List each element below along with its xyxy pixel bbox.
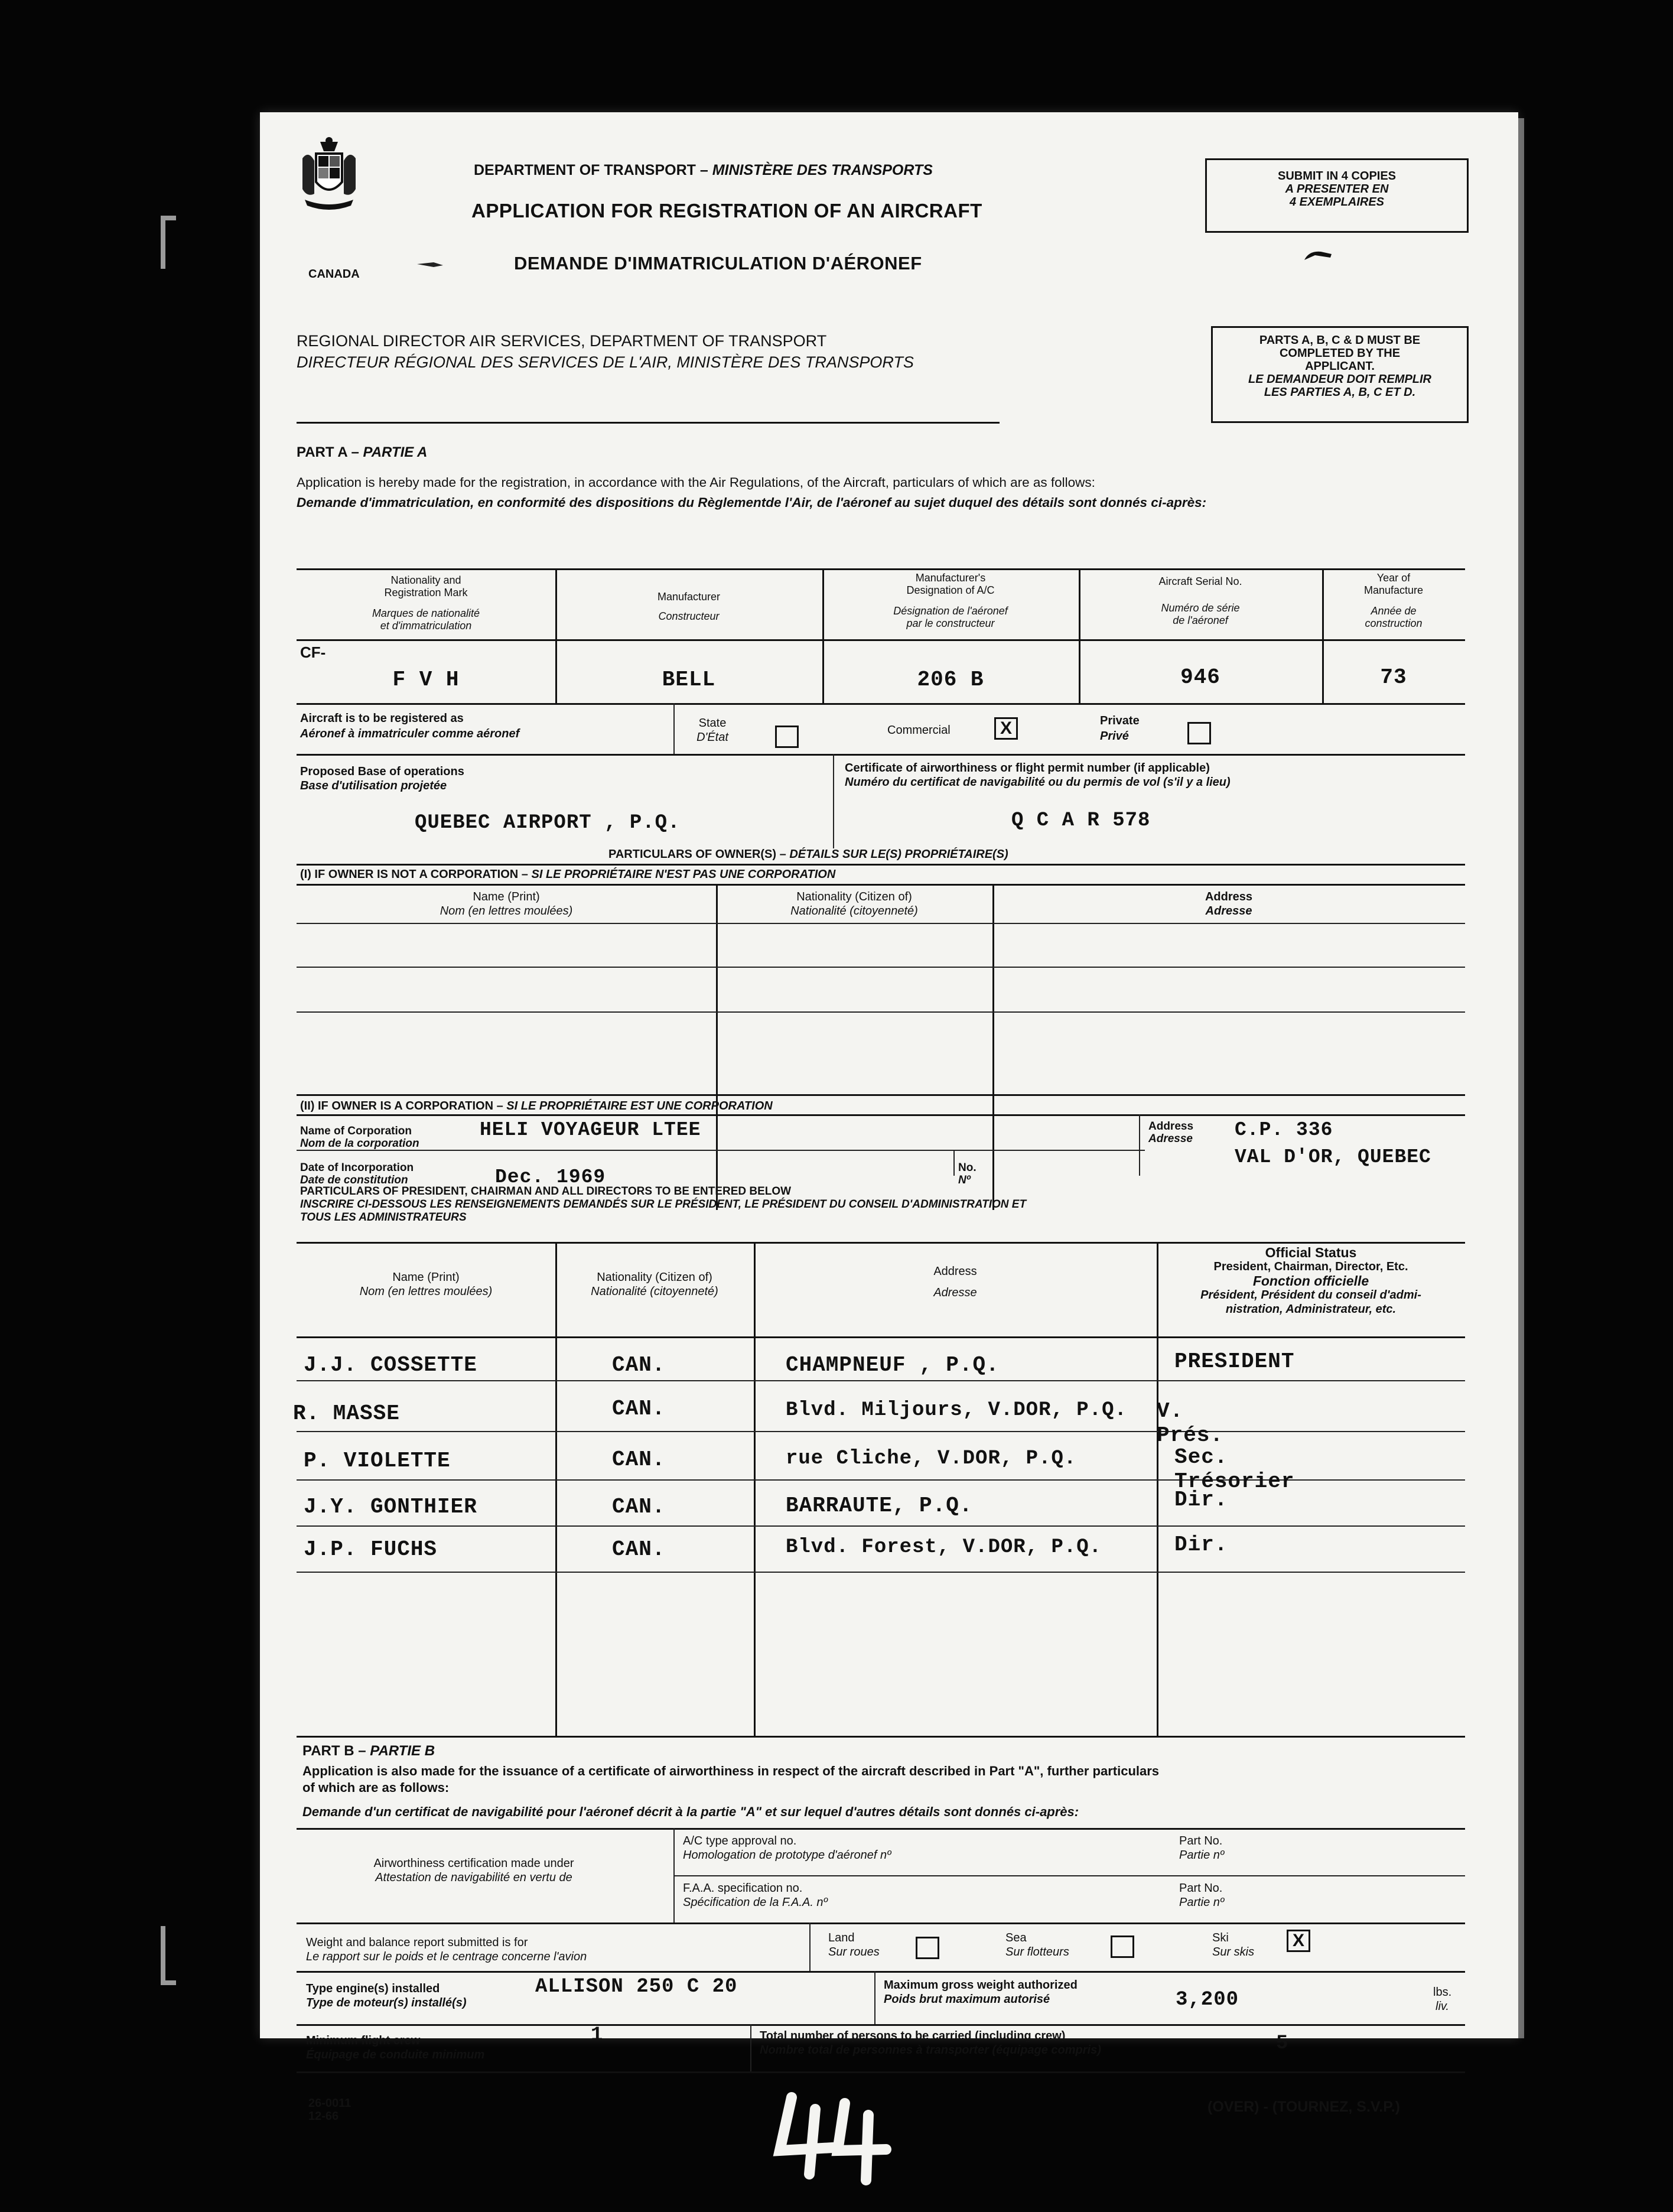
director-nat-en: Nationality (Citizen of) <box>597 1271 712 1284</box>
owner-nationality-header <box>716 890 992 918</box>
state-fr: D'État <box>696 731 728 744</box>
owner-nat-fr: Nationalité (citoyenneté) <box>790 905 918 918</box>
directors-fr-2: TOUS LES ADMINISTRATEURS <box>300 1211 467 1224</box>
faa-fr: Spécification de la F.A.A. nº <box>683 1896 828 1909</box>
owners-title-fr: DÉTAILS SUR LE(S) PROPRIÉTAIRE(S) <box>789 848 1008 861</box>
corporation-address-line-2: VAL D'OR, QUEBEC <box>1235 1146 1431 1168</box>
owner-name-en: Name (Print) <box>473 890 540 903</box>
director-nat-fr: Nationalité (citoyenneté) <box>591 1285 718 1298</box>
col-designation-header <box>822 572 1079 630</box>
ink-mark <box>417 260 443 268</box>
serial-value: 946 <box>1180 665 1220 689</box>
director-name: R. MASSE <box>293 1401 400 1426</box>
canada-coat-of-arms-logo <box>297 136 362 225</box>
status-fr: Fonction officielle <box>1252 1273 1369 1289</box>
owner-row-line <box>297 923 1465 924</box>
private-fr: Privé <box>1100 730 1129 743</box>
engine-en: Type engine(s) installed <box>306 1982 440 1995</box>
part-b-intro-en-2: of which are as follows: <box>302 1780 450 1795</box>
faa-en: F.A.A. specification no. <box>683 1882 803 1895</box>
status-fr-3: nistration, Administrateur, etc. <box>1225 1303 1397 1316</box>
director-name-en: Name (Print) <box>392 1271 460 1284</box>
incorporation-date-value: Dec. 1969 <box>495 1166 606 1188</box>
copies-en: SUBMIT IN 4 COPIES <box>1277 170 1397 183</box>
table-border <box>297 1736 1465 1738</box>
scan-tick-mark <box>161 1926 165 1985</box>
parts-en-2: COMPLETED BY THE <box>1279 347 1401 360</box>
director-addr-fr: Adresse <box>933 1286 977 1299</box>
ski-fr: Sur skis <box>1212 1946 1255 1959</box>
not-corporation-heading: (I) IF OWNER IS NOT A CORPORATION – SI LE PROPRIÉTAIRE N'EST PAS UNE CORPORATION <box>300 868 836 881</box>
corporation-name-value: HELI VOYAGEUR LTEE <box>480 1119 701 1141</box>
department-en: DEPARTMENT OF TRANSPORT <box>474 162 696 178</box>
table-border <box>716 884 718 1210</box>
not-corp-en: (I) IF OWNER IS NOT A CORPORATION <box>300 868 519 881</box>
col-serial-fr-2: de l'aéronef <box>1173 614 1228 626</box>
land-fr: Sur roues <box>828 1946 880 1959</box>
status-en: Official Status <box>1265 1245 1357 1260</box>
col-year-en-2: Manufacture <box>1363 584 1424 596</box>
not-corp-fr: SI LE PROPRIÉTAIRE N'EST PAS UNE CORPORATION <box>531 868 836 881</box>
table-border <box>297 1923 1465 1924</box>
corp-name-label <box>300 1125 419 1150</box>
table-border <box>297 1242 1465 1244</box>
director-name: J.Y. GONTHIER <box>304 1495 477 1519</box>
parts-fr-2: LES PARTIES A, B, C ET D. <box>1264 386 1416 399</box>
table-border <box>297 864 1465 866</box>
form-title-en: APPLICATION FOR REGISTRATION OF AN AIRCRAFT <box>471 200 982 222</box>
director-name: P. VIOLETTE <box>304 1449 451 1473</box>
ink-mark <box>1303 248 1333 262</box>
parts-fr-1: LE DEMANDEUR DOIT REMPLIR <box>1248 373 1431 386</box>
status-en-2: President, Chairman, Director, Etc. <box>1213 1260 1408 1273</box>
director-address: Blvd. Forest, V.DOR, P.Q. <box>786 1536 1102 1559</box>
is-corp-en: (II) IF OWNER IS A CORPORATION <box>300 1100 494 1112</box>
director-address-header <box>754 1264 1157 1300</box>
ski-label <box>1212 1931 1254 1959</box>
col-des-en-2: Designation of A/C <box>906 584 995 596</box>
land-checkbox[interactable] <box>916 1937 939 1959</box>
sea-fr: Sur flotteurs <box>1005 1946 1069 1959</box>
row-divider <box>874 1971 875 2024</box>
year-value: 73 <box>1380 665 1407 689</box>
persons-value: 5 <box>1276 2032 1289 2055</box>
table-border <box>297 639 1465 641</box>
corp-address-label <box>1148 1120 1193 1145</box>
registered-as-en: Aircraft is to be registered as <box>300 712 464 725</box>
part-b-title-fr: PARTIE B <box>370 1743 435 1759</box>
ski-en: Ski <box>1212 1931 1229 1944</box>
no-en: No. <box>958 1162 977 1174</box>
table-border <box>297 2071 1465 2073</box>
table-border <box>297 1971 1465 1973</box>
corp-addr-fr: Adresse <box>1148 1133 1193 1145</box>
wb-fr: Le rapport sur le poids et le centrage concerne l'avion <box>306 1950 587 1963</box>
private-checkbox[interactable] <box>1187 722 1211 744</box>
wb-en: Weight and balance report submitted is for <box>306 1936 528 1949</box>
director-name: J.J. COSSETTE <box>304 1353 477 1377</box>
director-addr-en: Address <box>933 1265 977 1278</box>
base-en: Proposed Base of operations <box>300 765 464 778</box>
manufacturer-value: BELL <box>662 668 716 692</box>
persons-en: Total number of persons to be carried (including crew) <box>760 2029 1066 2042</box>
table-border <box>754 1242 756 1736</box>
engine-value: ALLISON 250 C 20 <box>535 1976 738 1998</box>
director-name-header <box>297 1270 555 1299</box>
corp-row-line <box>297 1150 1145 1151</box>
part-no-en-1: Part No. <box>1179 1834 1223 1847</box>
mgw-fr: Poids brut maximum autorisé <box>884 1993 1050 2006</box>
handwritten-mark <box>768 2086 898 2186</box>
directors-fr-1: INSCRIRE CI-DESSOUS LES RENSEIGNEMENTS DEMANDÉS SUR LE PRÉSIDENT, LE PRÉSIDENT DU CONSEIL D'ADMINISTRATION ET <box>300 1198 1027 1211</box>
part-no-label-2 <box>1179 1881 1224 1910</box>
col-manufacturer-header <box>555 591 822 623</box>
director-status: V. Prés. <box>1157 1399 1224 1447</box>
director-address: CHAMPNEUF , P.Q. <box>786 1353 1000 1377</box>
director-status: Dir. <box>1174 1488 1228 1512</box>
col-mfr-en: Manufacturer <box>657 591 721 603</box>
col-registration-mark-header <box>297 574 555 632</box>
part-a-title: PART A <box>297 444 347 460</box>
inc-fr: Date de constitution <box>300 1174 408 1186</box>
owner-address-header <box>992 890 1465 918</box>
department-fr: MINISTÈRE DES TRANSPORTS <box>712 162 933 178</box>
wb-label <box>306 1936 587 1964</box>
engine-fr: Type de moteur(s) installé(s) <box>306 1996 467 2009</box>
part-a-title-fr: PARTIE A <box>363 444 428 460</box>
table-border <box>297 1828 1465 1830</box>
director-row-line <box>297 1380 1465 1381</box>
part-b-intro-fr: Demande d'un certificat de navigabilité pour l'aéronef décrit à la partie "A" et sur lequel d'autres détails sont donnés ci-après: <box>302 1804 1079 1819</box>
cert-under-fr: Attestation de navigabilité en vertu de <box>375 1871 572 1884</box>
director-status: Dir. <box>1174 1533 1228 1557</box>
table-border <box>297 1336 1465 1338</box>
form-title-fr: DEMANDE D'IMMATRICULATION D'AÉRONEF <box>514 253 922 274</box>
part-b-intro-en <box>302 1763 1159 1796</box>
corp-divider <box>1139 1114 1140 1176</box>
ski-checkbox[interactable]: X <box>1287 1930 1310 1952</box>
registered-as-fr: Aéronef à immatriculer comme aéronef <box>300 727 520 740</box>
corp-name-en: Name of Corporation <box>300 1125 412 1137</box>
director-nationality: CAN. <box>612 1353 666 1377</box>
corp-divider <box>953 1150 955 1176</box>
part-b-title: PART B <box>302 1743 354 1759</box>
country-label: CANADA <box>308 268 360 281</box>
director-address: Blvd. Miljours, V.DOR, P.Q. <box>786 1399 1127 1421</box>
over-note: (OVER) - (TOURNEZ, S.V.P.) <box>1207 2099 1400 2115</box>
regional-director-en: REGIONAL DIRECTOR AIR SERVICES, DEPARTMENT OF TRANSPORT <box>297 332 827 350</box>
table-border <box>297 1114 1465 1116</box>
director-status: Sec. Trésorier <box>1174 1445 1295 1494</box>
col-des-fr-1: Désignation de l'aéronef <box>893 605 1008 617</box>
table-border <box>297 884 1465 886</box>
col-mark-en-2: Registration Mark <box>384 587 468 598</box>
col-mark-en-1: Nationality and <box>390 574 461 586</box>
owner-name-header <box>297 890 716 918</box>
table-border <box>555 1242 557 1736</box>
address-line <box>297 422 1000 424</box>
director-nationality: CAN. <box>612 1397 666 1421</box>
land-label <box>828 1931 880 1959</box>
cert-fr: Numéro du certificat de navigabilité ou du permis de vol (s'il y a lieu) <box>845 776 1231 789</box>
part-a-intro-fr: Demande d'immatriculation, en conformité des dispositions du Règlementde l'Air, de l'aéronef au sujet duquel des détails sont donnés ci-après: <box>297 495 1207 510</box>
state-label <box>683 716 742 744</box>
director-name-fr: Nom (en lettres moulées) <box>359 1285 493 1298</box>
col-year-header <box>1322 572 1465 630</box>
faa-label <box>683 1881 828 1910</box>
part-b-heading: PART B – PARTIE B <box>302 1743 435 1759</box>
col-year-en-1: Year of <box>1376 572 1411 584</box>
owner-row-line <box>297 967 1465 968</box>
director-nationality: CAN. <box>612 1537 666 1562</box>
department-heading: DEPARTMENT OF TRANSPORT – MINISTÈRE DES TRANSPORTS <box>474 162 933 178</box>
corporation-address-line-1: C.P. 336 <box>1235 1119 1333 1141</box>
base-value: QUEBEC AIRPORT , P.Q. <box>415 812 681 834</box>
directors-instructions <box>300 1185 1026 1224</box>
sea-checkbox[interactable] <box>1111 1936 1134 1958</box>
col-year-fr-2: construction <box>1365 617 1423 629</box>
form-number: 26-0011 <box>308 2097 351 2110</box>
cert-value: Q C A R 578 <box>1011 809 1151 832</box>
crew-fr: Équipage de conduite minimum <box>306 2048 485 2061</box>
no-fr: Nº <box>958 1174 971 1186</box>
ac-type-en: A/C type approval no. <box>683 1834 797 1847</box>
sea-en: Sea <box>1005 1931 1027 1944</box>
owner-addr-en: Address <box>1205 890 1253 903</box>
scan-tick-mark <box>161 1980 176 1985</box>
director-nationality-header <box>555 1270 754 1299</box>
corp-addr-en: Address <box>1148 1120 1194 1133</box>
scan-tick-mark <box>161 216 176 220</box>
table-border <box>297 754 1465 756</box>
is-corporation-heading: (II) IF OWNER IS A CORPORATION – SI LE PROPRIÉTAIRE EST UNE CORPORATION <box>300 1100 773 1112</box>
row-divider <box>673 703 675 754</box>
part-no-en-2: Part No. <box>1179 1882 1223 1895</box>
copies-fr-2: 4 EXEMPLAIRES <box>1289 196 1385 209</box>
row-line <box>673 1875 1465 1876</box>
cf-prefix: CF- <box>300 643 326 661</box>
table-border <box>992 884 994 1210</box>
corp-number-label <box>958 1162 977 1186</box>
row-divider <box>750 2024 751 2071</box>
col-serial-fr-1: Numéro de série <box>1161 602 1240 614</box>
table-border <box>297 703 1465 705</box>
state-en: State <box>698 717 727 730</box>
unit-liv: liv. <box>1436 2000 1449 2013</box>
regional-director-fr: DIRECTEUR RÉGIONAL DES SERVICES DE L'AIR, MINISTÈRE DES TRANSPORTS <box>297 353 914 371</box>
form-date: 12-66 <box>308 2110 339 2123</box>
col-mark-fr-1: Marques de nationalité <box>372 607 480 619</box>
director-nationality: CAN. <box>612 1495 666 1519</box>
part-no-fr-1: Partie nº <box>1179 1849 1225 1862</box>
cert-under-label <box>297 1856 651 1885</box>
base-fr: Base d'utilisation projetée <box>300 779 447 792</box>
designation-value: 206 B <box>917 668 984 692</box>
state-checkbox[interactable] <box>775 726 799 748</box>
commercial-checkbox[interactable]: X <box>994 717 1018 740</box>
row-divider <box>833 754 834 848</box>
scan-edge <box>1518 118 1524 2038</box>
director-row-line <box>297 1431 1465 1432</box>
table-border <box>297 2024 1465 2026</box>
director-row-line <box>297 1525 1465 1527</box>
status-fr-2: Président, Président du conseil d'admi- <box>1200 1289 1421 1302</box>
col-serial-en: Aircraft Serial No. <box>1158 575 1242 587</box>
part-no-label-1 <box>1179 1834 1224 1862</box>
ac-type-label <box>683 1834 891 1862</box>
unit-lbs: lbs. <box>1433 1986 1452 1999</box>
registration-mark-value: F V H <box>392 668 460 692</box>
director-address: rue Cliche, V.DOR, P.Q. <box>786 1447 1077 1470</box>
owner-name-fr: Nom (en lettres moulées) <box>440 905 573 918</box>
sea-label <box>1005 1931 1069 1959</box>
crew-value: 1 <box>591 2024 604 2047</box>
owners-title-en: PARTICULARS OF OWNER(S) <box>608 848 777 861</box>
mgw-en: Maximum gross weight authorized <box>884 1979 1078 1992</box>
directors-en: PARTICULARS OF PRESIDENT, CHAIRMAN AND ALL DIRECTORS TO BE ENTERED BELOW <box>300 1185 792 1198</box>
col-des-fr-2: par le constructeur <box>906 617 995 629</box>
commercial-label: Commercial <box>887 724 951 737</box>
director-address: BARRAUTE, P.Q. <box>786 1494 973 1518</box>
table-border <box>297 1094 1465 1096</box>
director-name: J.P. FUCHS <box>304 1537 438 1562</box>
cert-en: Certificate of airworthiness or flight permit number (if applicable) <box>845 762 1210 775</box>
private-en: Private <box>1100 714 1140 727</box>
application-form <box>260 112 1518 2123</box>
mgw-value: 3,200 <box>1176 1989 1239 2011</box>
col-year-fr-1: Année de <box>1371 605 1417 617</box>
corp-name-fr: Nom de la corporation <box>300 1137 419 1150</box>
part-b-intro-en-1: Application is also made for the issuance of a certificate of airworthiness in respect of the aircraft described in Part "A", further particulars <box>302 1764 1160 1778</box>
owner-row-line <box>297 1011 1465 1013</box>
ac-type-fr: Homologation de prototype d'aéronef nº <box>683 1849 891 1862</box>
inc-en: Date of Incorporation <box>300 1162 414 1174</box>
table-border <box>297 568 1465 570</box>
parts-must-be-completed-box <box>1211 326 1469 423</box>
owner-addr-fr: Adresse <box>1205 905 1252 918</box>
parts-en-1: PARTS A, B, C & D MUST BE <box>1259 334 1421 347</box>
incorporation-label <box>300 1162 414 1186</box>
land-en: Land <box>828 1931 855 1944</box>
parts-en-3: APPLICANT. <box>1305 360 1375 373</box>
director-row-line <box>297 1572 1465 1573</box>
owner-nat-en: Nationality (Citizen of) <box>796 890 912 903</box>
part-a-heading: PART A – PARTIE A <box>297 444 428 460</box>
scan-tick-mark <box>161 216 165 269</box>
director-status-header <box>1157 1245 1465 1316</box>
col-mfr-fr: Constructeur <box>658 610 720 622</box>
is-corp-fr: SI LE PROPRIÉTAIRE EST UNE CORPORATION <box>506 1100 773 1112</box>
copies-fr-1: A PRESENTER EN <box>1285 183 1389 196</box>
part-a-intro-en: Application is hereby made for the registration, in accordance with the Air Regulations, of the Aircraft, particulars of which are as follows: <box>297 475 1095 490</box>
crew-en: Minimum flight crew <box>306 2034 421 2047</box>
submit-copies-box <box>1205 158 1469 233</box>
col-serial-header <box>1079 575 1322 627</box>
row-divider <box>809 1923 811 1971</box>
director-nationality: CAN. <box>612 1447 666 1472</box>
part-no-fr-2: Partie nº <box>1179 1896 1225 1909</box>
col-mark-fr-2: et d'immatriculation <box>380 620 472 632</box>
persons-fr: Nombre total de personnes à transporter (équipage compris) <box>760 2044 1101 2057</box>
col-des-en-1: Manufacturer's <box>915 572 986 584</box>
director-status: PRESIDENT <box>1174 1349 1295 1374</box>
cert-under-en: Airworthiness certification made under <box>373 1857 574 1870</box>
owners-title: PARTICULARS OF OWNER(S) – DÉTAILS SUR LE(S) PROPRIÉTAIRE(S) <box>608 848 1008 861</box>
